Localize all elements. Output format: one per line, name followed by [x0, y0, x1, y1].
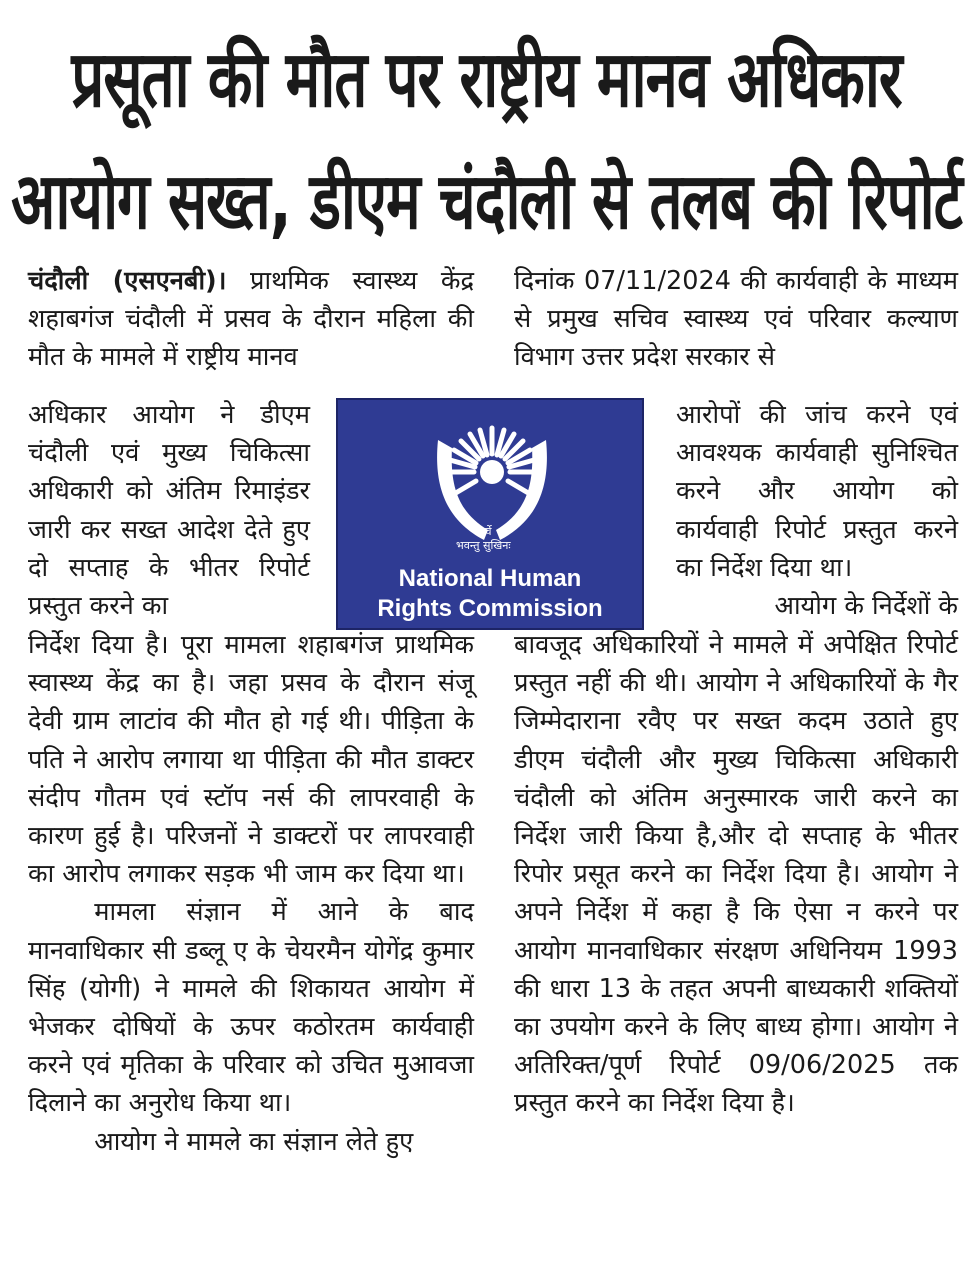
column2-wrap-para-start: आयोग के निर्देशों के [774, 591, 958, 622]
headline-line-2: आयोग सख्त, डीएम चंदौली से तलब की रिपोर्ट [11, 154, 962, 247]
headline-line-1: प्रसूता की मौत पर राष्ट्रीय मानव अधिकार [71, 32, 902, 125]
column2-wrap-text [676, 396, 958, 625]
paragraph-3: आयोग ने मामले का संज्ञान लेते हुए [94, 1126, 414, 1157]
logo-name-line-2: Rights Commission [377, 595, 603, 622]
column1-main [28, 626, 474, 1161]
logo-name-line-1: National Human [398, 565, 582, 592]
paragraph-2: मामला संज्ञान में आने के बाद मानवाधिकार सी डब्लू ए के चेयरमैन योगेंद्र कुमार सिंह (योगी) ने मामले की शिकायत आयोग में भेजकर दोषियों के ऊपर कठोरतम कार्यवाही करने एवं मृतिका के परिवार को उचित मुआवजा दिलाने का अनुरोध किया था। [28, 897, 474, 1119]
column2-top-text: दिनांक 07/11/2024 की कार्यवाही के माध्यम से प्रमुख सचिव स्वास्थ्य एवं परिवार कल्याण विभाग उत्तर प्रदेश सरकार से [514, 266, 958, 373]
column2-wrap-paragraph: आरोपों की जांच करने एवं आवश्यक कार्यवाही सुनिश्चित करने और आयोग को कार्यवाही रिपोर्ट प्रस्तुत करने का निर्देश दिया था। [676, 400, 958, 583]
column1-intro [28, 262, 474, 377]
column1-wrap-text [28, 396, 310, 625]
logo-motto-line-1: सर्वे [478, 525, 492, 538]
logo-motto-line-2: भवन्तु सुखिनः [456, 539, 511, 552]
column2-main [514, 626, 958, 1123]
paragraph-1-rest: निर्देश दिया है। पूरा मामला शहाबगंज प्राथमिक स्वास्थ्य केंद्र का है। जहा प्रसव के दौरान संजू देवी ग्राम लाटांव की मौत हो गई थी। पीड़िता के पति ने आरोप लगाया था पीड़िता की मौत डाक्टर संदीप गौतम एवं स्टॉप नर्स की लापरवाही के कारण हुई है। परिजनों ने डाक्टरों पर लापरवाही का आरोप लगाकर सड़क भी जाम कर दिया था। [28, 630, 474, 890]
column2-top [514, 262, 958, 377]
intro-text: प्राथमिक स्वास्थ्य केंद्र शहाबगंज चंदौली में प्रसव के दौरान महिला की मौत के मामले में राष्ट्रीय मानव [28, 266, 474, 373]
column2-rest: बावजूद अधिकारियों ने मामले में अपेक्षित रिपोर्ट प्रस्तुत नहीं की थी। आयोग ने अधिकारियों के गैर जिम्मेदाराना रवैए पर सख्त कदम उठाते हुए डीएम चंदौली और मुख्य चिकित्सा अधिकारी चंदौली को अंतिम अनुस्मारक जारी करने का निर्देश जारी किया है,और दो सप्ताह के भीतर रिपोर प्रसूत करने का निर्देश दिया है। आयोग ने अपने निर्देश में कहा है कि ऐसा न करने पर आयोग मानवाधिकार संरक्षण अधिनियम 1993 की धारा 13 के तहत अपनी बाध्यकारी शक्तियों का उपयोग करने के लिए बाध्य होगा। आयोग ने अतिरिक्त/पूर्ण रिपोर्ट 09/06/2025 तक प्रस्तुत करने का निर्देश दिया है। [514, 630, 958, 1119]
nhrc-logo [336, 398, 644, 630]
wrap-paragraph: अधिकार आयोग ने डीएम चंदौली एवं मुख्य चिकित्सा अधिकारी को अंतिम रिमाइंडर जारी कर सख्त आदेश देते हुए दो सप्ताह के भीतर रिपोर्ट प्रस्तुत करने का [28, 400, 310, 622]
dateline: चंदौली (एसएनबी)। [28, 266, 227, 296]
